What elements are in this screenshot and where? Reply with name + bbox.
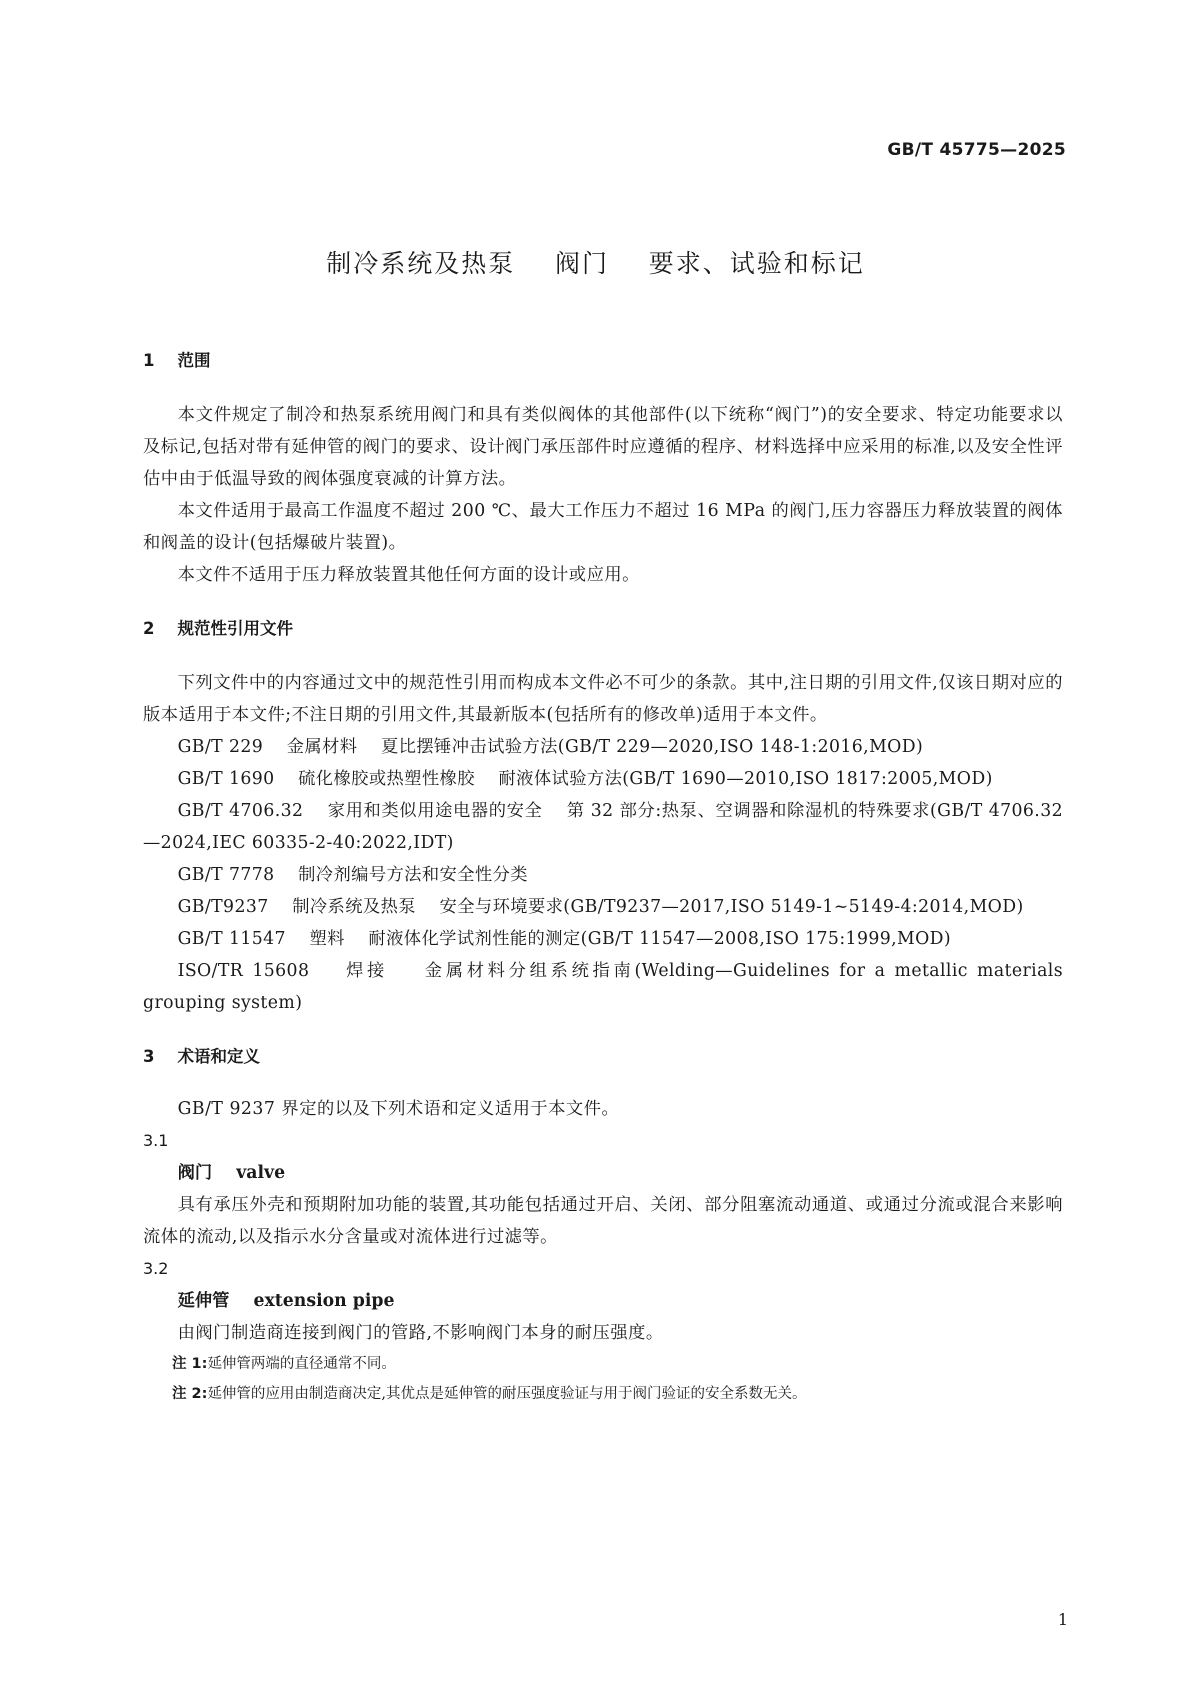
reference-item: GB/T 229 金属材料 夏比摆锤冲击试验方法(GB/T 229—2020,ISO 148-1:2016,MOD) (177, 737, 924, 757)
reference-item: ISO/TR 15608 焊接 金属材料分组系统指南(Welding—Guidelines for a metallic materials grouping system) (143, 961, 1069, 1013)
reference-item: GB/T 7778 制冷剂编号方法和安全性分类 (177, 865, 528, 885)
section-heading-normative-references: 2 规范性引用文件 (143, 619, 293, 638)
term-note (143, 1349, 1063, 1379)
term-name: 阀门 valve (177, 1163, 286, 1183)
scope-paragraph: 本文件规定了制冷和热泵系统用阀门和具有类似阀体的其他部件(以下统称“阀门”)的安全要求、特定功能要求以及标记,包括对带有延伸管的阀门的要求、设计阀门承压部件时应遵循的程序、材料选择中应采用的标准,以及安全性评估中由于低温导致的阀体强度衰减的计算方法。 (143, 405, 1063, 489)
document-title: 制冷系统及热泵 阀门 要求、试验和标记 (326, 249, 865, 278)
standard-code: GB/T 45775—2025 (887, 140, 1066, 160)
reference-item: GB/T 4706.32 家用和类似用途电器的安全 第 32 部分:热泵、空调器和除湿机的特殊要求(GB/T 4706.32—2024,IEC 60335-2-40:2022,IDT) (143, 801, 1063, 853)
term-name: 延伸管 extension pipe (177, 1291, 395, 1311)
term-number: 3.2 (143, 1259, 169, 1278)
normative-references-intro: 下列文件中的内容通过文中的规范性引用而构成本文件必不可少的条款。其中,注日期的引用文件,仅该日期对应的版本适用于本文件;不注日期的引用文件,其最新版本(包括所有的修改单)适用于本文件。 (143, 673, 1063, 725)
note-text: 延伸管的应用由制造商决定,其优点是延伸管的耐压强度验证与用于阀门验证的安全系数无关。 (207, 1386, 807, 1402)
terms-intro: GB/T 9237 界定的以及下列术语和定义适用于本文件。 (177, 1099, 620, 1119)
term-definition: 由阀门制造商连接到阀门的管路,不影响阀门本身的耐压强度。 (177, 1323, 664, 1343)
scope-paragraph: 本文件不适用于压力释放装置其他任何方面的设计或应用。 (177, 565, 640, 585)
document-body (143, 345, 1069, 1409)
note-text: 延伸管两端的直径通常不同。 (207, 1356, 396, 1372)
section-heading-scope: 1 范围 (143, 351, 211, 370)
term-definition: 具有承压外壳和预期附加功能的装置,其功能包括通过开启、关闭、部分阻塞流动通道、或通过分流或混合来影响流体的流动,以及指示水分含量或对流体进行过滤等。 (143, 1195, 1063, 1247)
reference-item: GB/T 1690 硫化橡胶或热塑性橡胶 耐液体试验方法(GB/T 1690—2010,ISO 1817:2005,MOD) (177, 769, 993, 789)
note-label: 注 2: (172, 1386, 208, 1402)
reference-item: GB/T 11547 塑料 耐液体化学试剂性能的测定(GB/T 11547—2008,ISO 175:1999,MOD) (177, 929, 952, 949)
note-label: 注 1: (172, 1356, 208, 1372)
term-number: 3.1 (143, 1131, 169, 1150)
section-heading-terms: 3 术语和定义 (143, 1047, 260, 1066)
scope-paragraph: 本文件适用于最高工作温度不超过 200 ℃、最大工作压力不超过 16 MPa 的阀门,压力容器压力释放装置的阀体和阀盖的设计(包括爆破片装置)。 (143, 501, 1063, 553)
term-note (143, 1379, 1063, 1409)
page-number: 1 (1057, 1610, 1068, 1629)
reference-item: GB/T9237 制冷系统及热泵 安全与环境要求(GB/T9237—2017,ISO 5149-1~5149-4:2014,MOD) (177, 897, 1024, 917)
